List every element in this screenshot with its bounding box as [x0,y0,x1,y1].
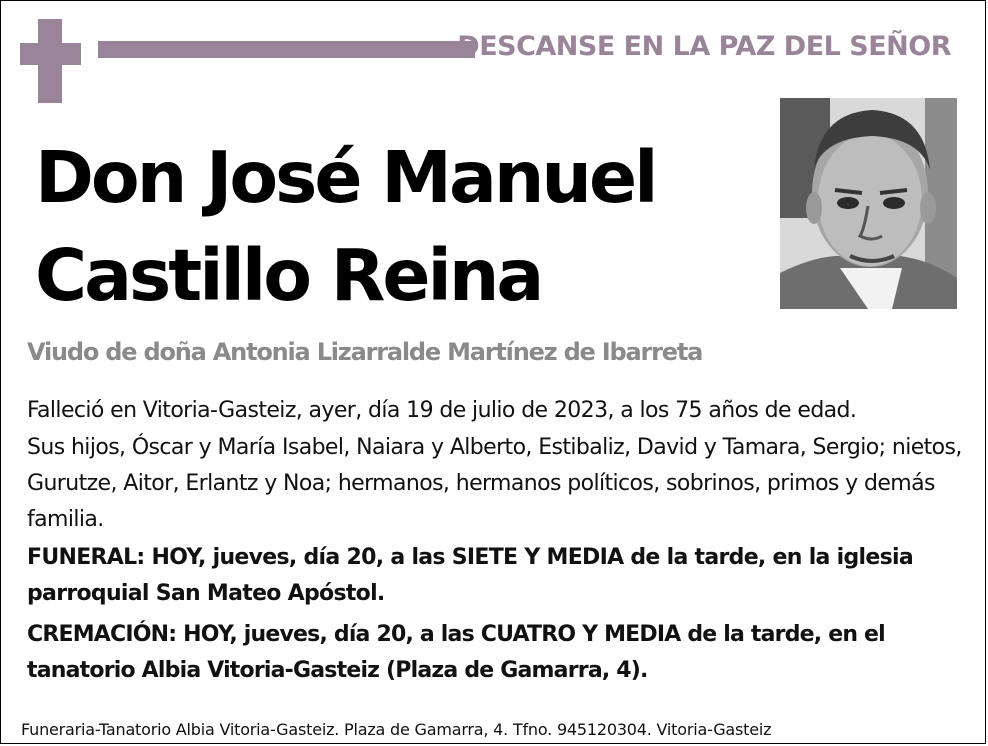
header-title: DESCANSE EN LA PAZ DEL SEÑOR [457,31,951,62]
funeral-details: FUNERAL: HOY, jueves, día 20, a las SIETE Y MEDIA de la tarde, en la iglesia parroquial San Mateo Apóstol. [27,545,913,606]
cross-horizontal-bar [20,43,81,65]
family-mourners: Sus hijos, Óscar y María Isabel, Naiara y Alberto, Estibaliz, David y Tamara, Sergio; nietos, Gurutze, Aitor, Erlantz y Noa; hermanos, hermanos políticos, sobrinos, primos y demás familia. [27,435,962,532]
cremation-details: CREMACIÓN: HOY, jueves, día 20, a las CUATRO Y MEDIA de la tarde, en el tanatorio Albia Vitoria-Gasteiz (Plaza de Gamarra, 4). [27,622,885,683]
funeral-home-footer: Funeraria-Tanatorio Albia Vitoria-Gasteiz. Plaza de Gamarra, 4. Tfno. 945120304. Vitoria-Gasteiz [21,720,772,739]
widower-of-line: Viudo de doña Antonia Lizarralde Martínez de Ibarreta [27,338,703,366]
header-rule [98,41,475,58]
deceased-name-line2: Castillo Reina [35,234,542,317]
deceased-name-line1: Don José Manuel [35,136,656,219]
death-announcement: Falleció en Vitoria-Gasteiz, ayer, día 19 de julio de 2023, a los 75 años de edad. [27,398,857,423]
portrait-photo [780,98,957,309]
deceased-name [35,129,765,325]
notice-body [27,393,971,689]
